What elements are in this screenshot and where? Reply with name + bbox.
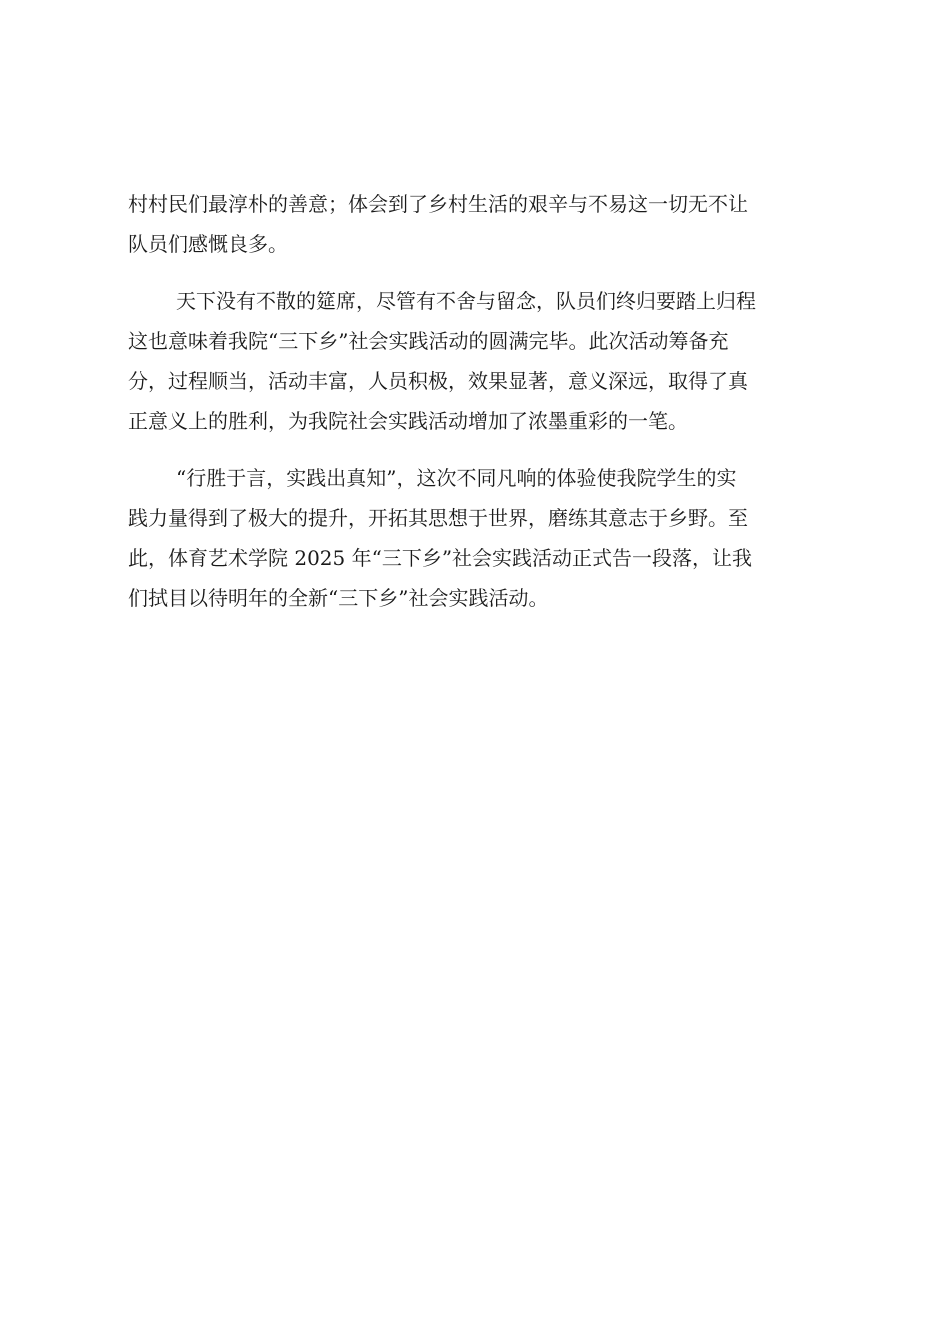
paragraph-line: 队员们感慨良多。	[128, 232, 288, 256]
paragraph-spacing	[128, 441, 828, 458]
paragraph-line: “行胜于言，实践出真知”，这次不同凡响的体验使我院学生的实	[176, 466, 737, 490]
paragraph-3	[128, 458, 828, 618]
paragraph-2	[128, 281, 828, 441]
paragraph-line: 分，过程顺当，活动丰富，人员积极，效果显著，意义深远，取得了真	[128, 369, 748, 393]
paragraph-line: 践力量得到了极大的提升，开拓其思想于世界，磨练其意志于乡野。至	[128, 506, 748, 530]
paragraph-line: 村村民们最淳朴的善意；体会到了乡村生活的艰辛与不易这一切无不让	[128, 192, 748, 216]
paragraph-spacing	[128, 264, 828, 281]
paragraph-1	[128, 184, 828, 264]
paragraph-line: 正意义上的胜利，为我院社会实践活动增加了浓墨重彩的一笔。	[128, 409, 688, 433]
paragraph-line: 天下没有不散的筵席，尽管有不舍与留念，队员们终归要踏上归程	[176, 289, 756, 313]
document-body	[128, 184, 828, 618]
paragraph-line: 这也意味着我院“三下乡”社会实践活动的圆满完毕。此次活动筹备充	[128, 329, 729, 353]
paragraph-line: 此，体育艺术学院 2025 年“三下乡”社会实践活动正式告一段落，让我	[128, 546, 753, 570]
paragraph-line: 们拭目以待明年的全新“三下乡”社会实践活动。	[128, 586, 549, 610]
